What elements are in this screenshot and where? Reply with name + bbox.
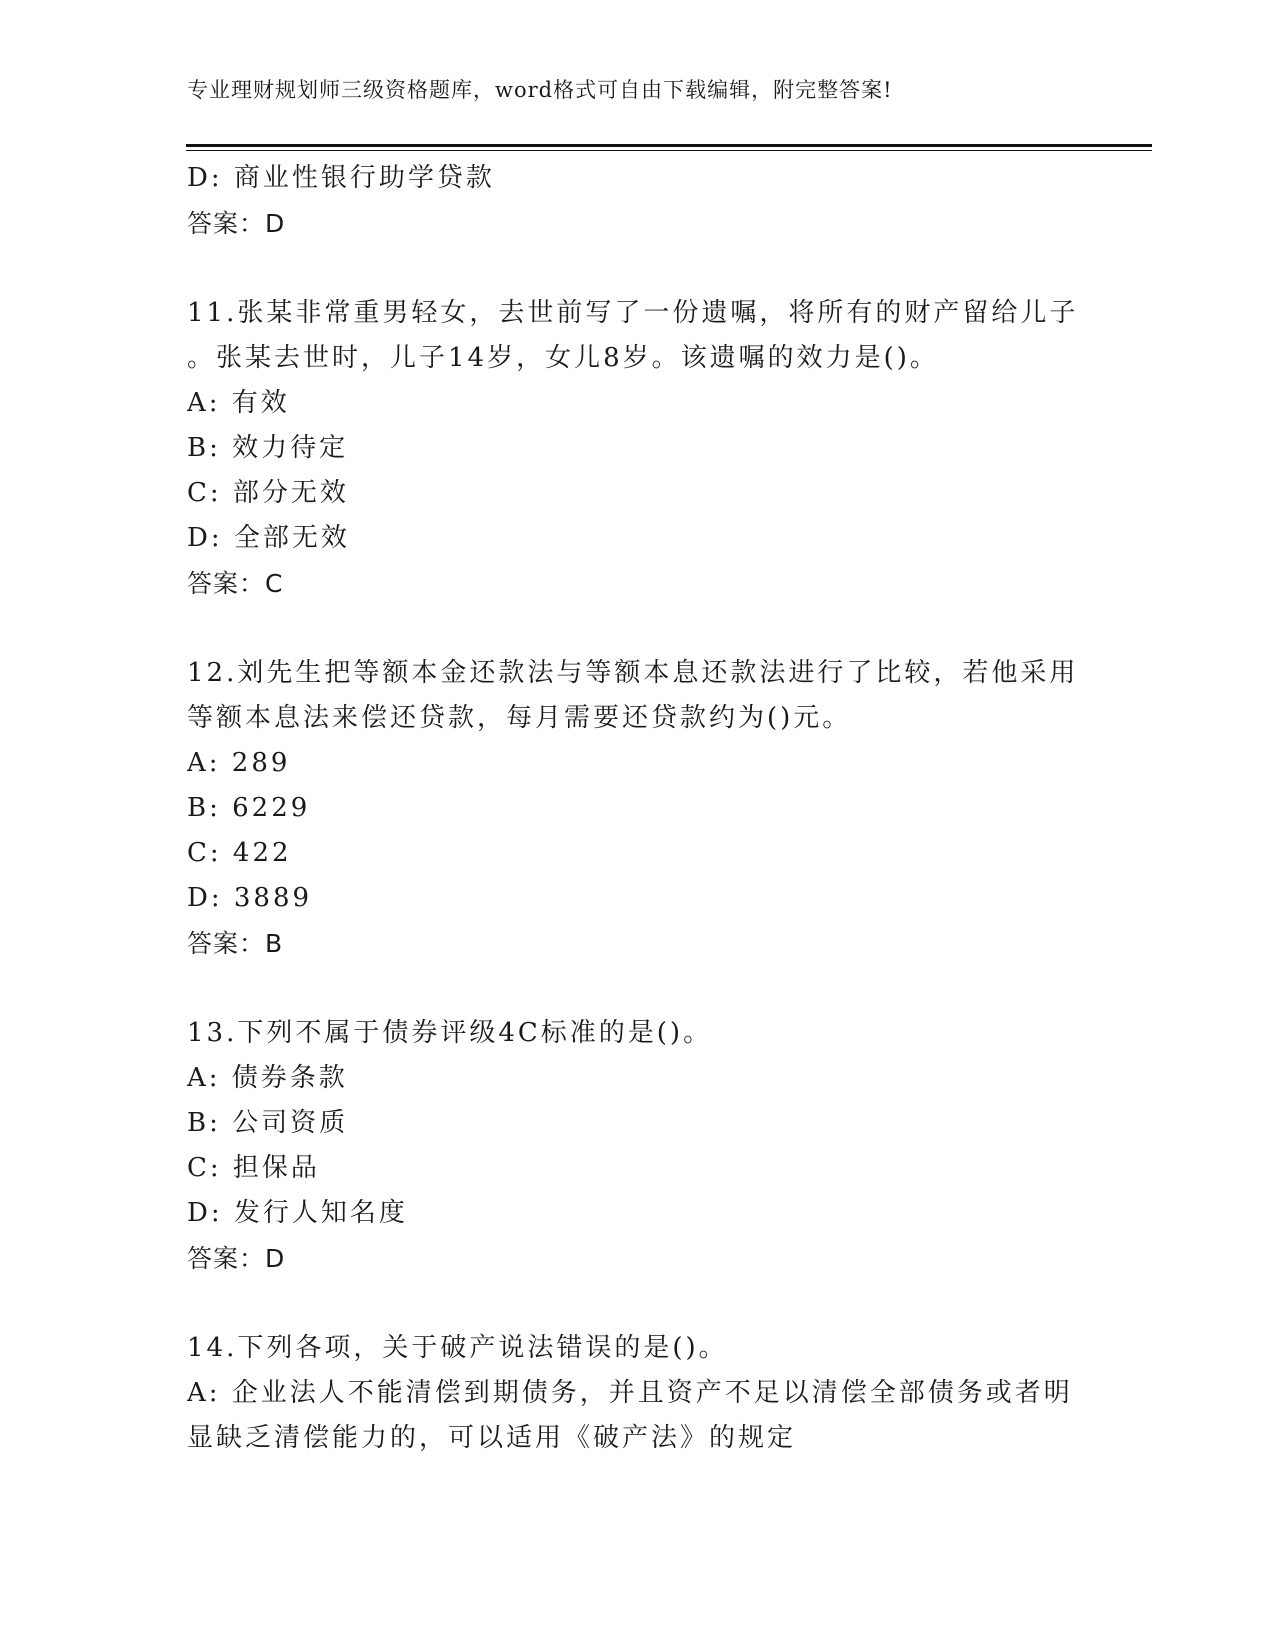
answer-line: 答案：C [187,569,284,598]
option-line: A: 289 [187,748,291,778]
option-line: A: 企业法人不能清偿到期债务，并且资产不足以清偿全部债务或者明 [187,1378,1073,1408]
answer-line: 答案：B [187,929,284,958]
question-stem: 13.下列不属于债券评级4C标准的是()。 [187,1018,713,1048]
option-line: A: 有效 [187,388,290,418]
option-line: D: 发行人知名度 [187,1198,408,1228]
page-header-title: 专业理财规划师三级资格题库，word格式可自由下载编辑，附完整答案! [187,78,893,102]
question-block [187,651,1107,966]
option-line: 显缺乏清偿能力的，可以适用《破产法》的规定 [187,1423,797,1453]
option-line: C: 担保品 [187,1153,320,1183]
option-line: C: 部分无效 [187,478,349,508]
option-line: D: 全部无效 [187,523,350,553]
option-line: B: 公司资质 [187,1108,349,1138]
question-stem: 14.下列各项，关于破产说法错误的是()。 [187,1333,728,1363]
answer-line: 答案：D [187,209,286,238]
option-line: D: 3889 [187,883,313,913]
option-line: A: 债券条款 [187,1063,348,1093]
question-stem: 11.张某非常重男轻女，去世前写了一份遗嘱，将所有的财产留给儿子 [187,298,1079,328]
header-rule-thin [186,150,1152,151]
option-line: B: 6229 [187,793,311,823]
document-body [187,156,1107,1461]
question-stem: 等额本息法来偿还贷款，每月需要还贷款约为()元。 [187,703,852,733]
question-block [187,291,1107,606]
option-line: D: 商业性银行助学贷款 [187,163,495,193]
option-line: B: 效力待定 [187,433,349,463]
question-stem: 12.刘先生把等额本金还款法与等额本息还款法进行了比较，若他采用 [187,658,1079,688]
answer-line: 答案：D [187,1244,286,1273]
question-block [187,1011,1107,1281]
header-rule-thick [186,144,1152,147]
question-block [187,1326,1107,1461]
question-stem: 。张某去世时，儿子14岁，女儿8岁。该遗嘱的效力是()。 [187,343,939,373]
option-line: C: 422 [187,838,292,868]
